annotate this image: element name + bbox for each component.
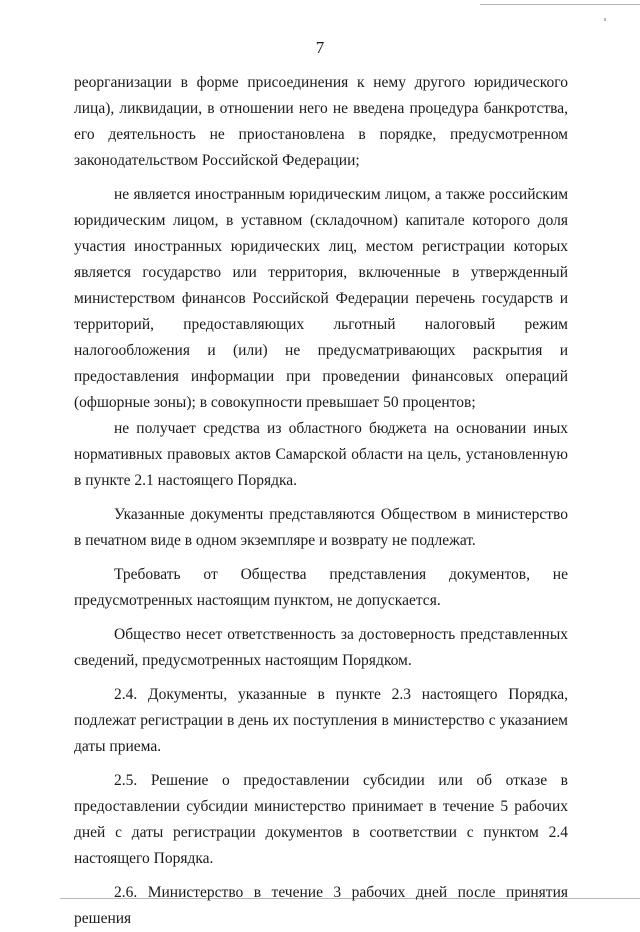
paragraph-4: Указанные документы представляются Обществом в министерство в печатном виде в одном экземпляре и возврату не подлежат. — [74, 506, 568, 549]
paragraph-9: 2.6. Министерство в течение 3 рабочих дней после принятия решения — [74, 884, 568, 927]
paragraph-2: не является иностранным юридическим лицом, а также российским юридическим лицом, в уставном (складочном) капитале которого доля участия иностранных юридических лиц, местом регистрации которых является государство или территория, включенные в утвержденный министерством финансов Российской Федерации перечень государств и территорий, предоставляющих льготный налоговый режим налогообложения и (или) не предусматривающих раскрытия и предоставления информации при проведении финансовых операций (офшорные зоны); в совокупности превышает 50 процентов; — [74, 186, 568, 411]
paragraph-7: 2.4. Документы, указанные в пункте 2.3 настоящего Порядка, подлежат регистрации в день их поступления в министерство с указанием даты приема. — [74, 686, 568, 755]
scan-edge-line-top — [480, 4, 640, 5]
page-number: 7 — [315, 38, 325, 57]
scan-speck-top-right — [604, 18, 606, 21]
paragraph-6: Общество несет ответственность за достоверность представленных сведений, предусмотренных настоящим Порядком. — [74, 626, 568, 669]
paragraph-5: Требовать от Общества представления документов, не предусмотренных настоящим пунктом, не допускается. — [74, 566, 568, 609]
paragraph-8: 2.5. Решение о предоставлении субсидии или об отказе в предоставлении субсидии министерство принимает в течение 5 рабочих дней с даты регистрации документов в соответствии с пунктом 2.4 настоящего Порядка. — [74, 772, 568, 867]
paragraph-3: не получает средства из областного бюджета на основании иных нормативных правовых актов Самарской области на цель, установленную в пункте 2.1 настоящего Порядка. — [74, 420, 568, 489]
document-body — [74, 70, 568, 932]
paragraph-1: реорганизации в форме присоединения к нему другого юридического лица), ликвидации, в отношении него не введена процедура банкротства, его деятельность не приостановлена в порядке, предусмотренном законодательством Российской Федерации; — [74, 74, 568, 169]
